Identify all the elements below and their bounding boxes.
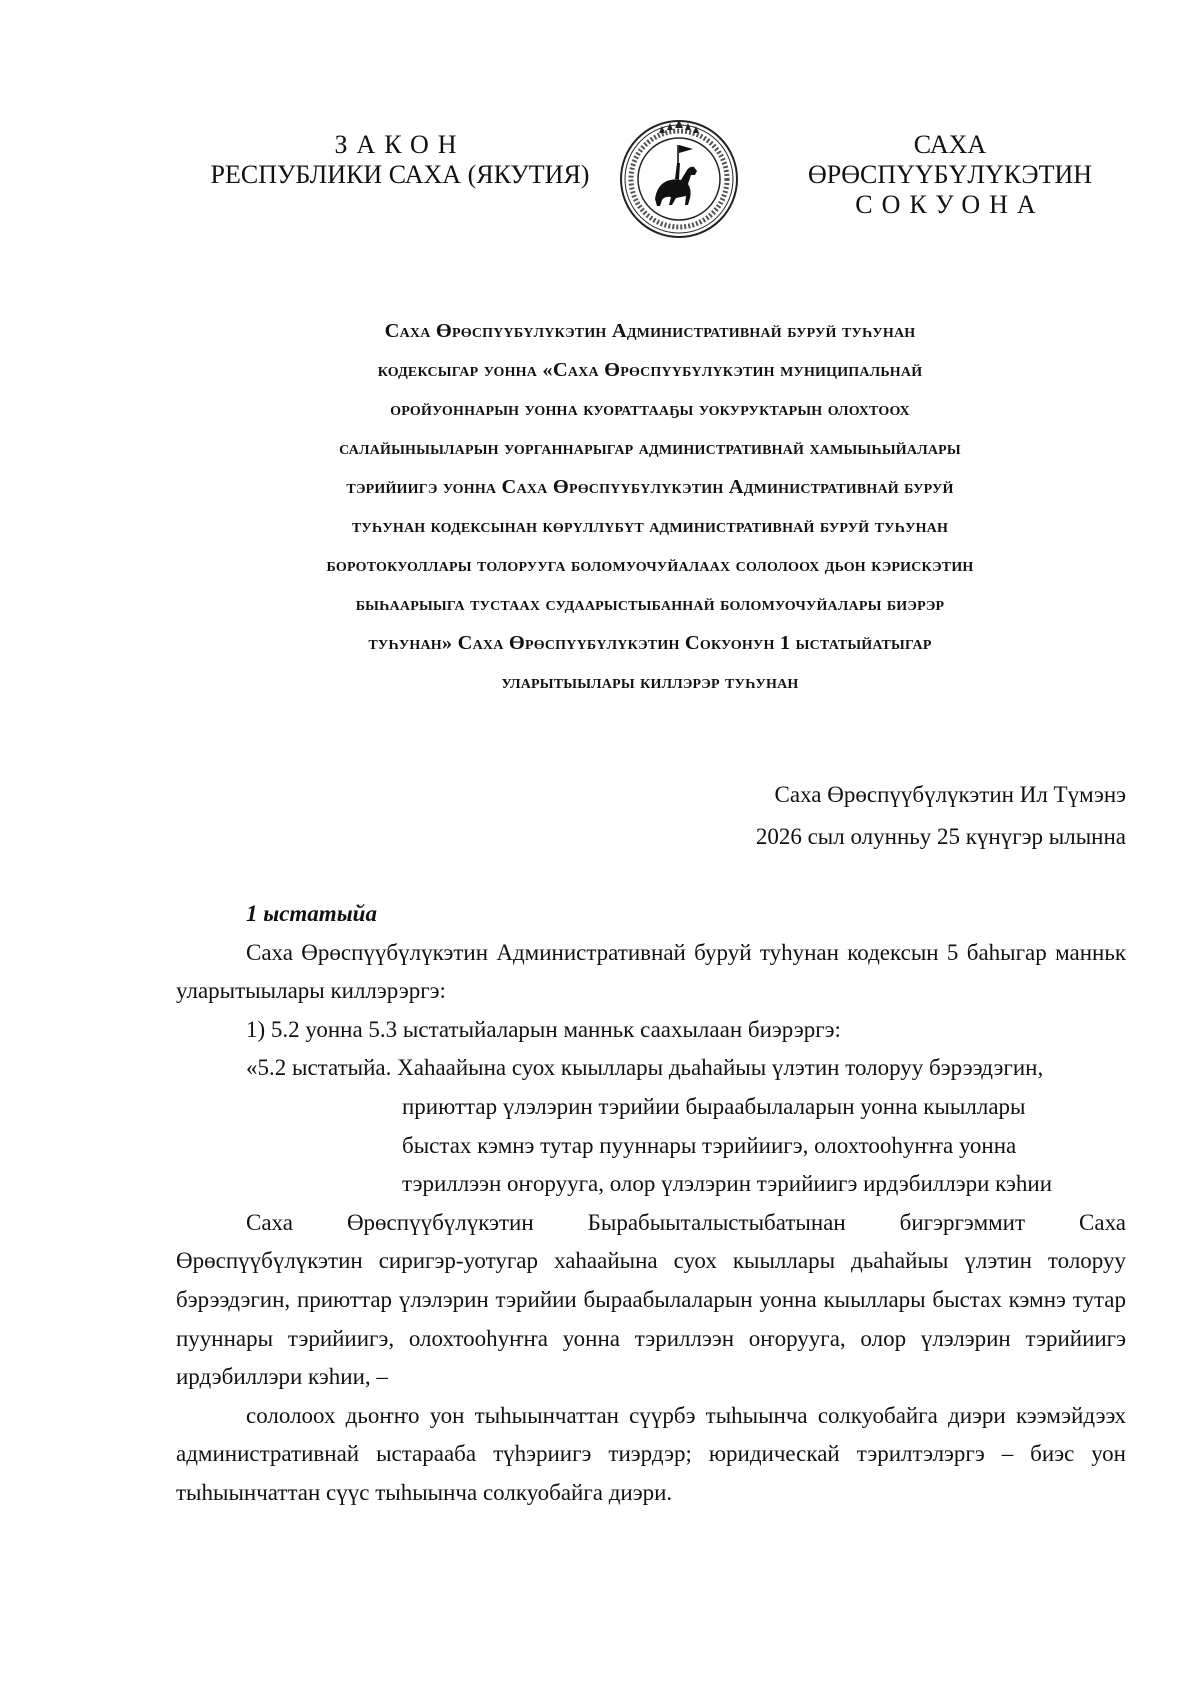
title-line: салайыныыларын уорганнарыгар административнай хамыыһыйалары: [339, 437, 961, 459]
header-left-line1: ЗАКОН: [334, 130, 466, 159]
sub-article-title-line: приюттар үлэлэрин тэрийии быраабылаларын уонна кыыллары: [402, 1093, 1026, 1119]
article-intro: Саха Өрөспүүбүлүкэтин Административнай буруй туһунан кодексын 5 баһыгар манньк уларытыылары киллэрэргэ:: [176, 939, 1126, 1004]
paragraph-2: сололоох дьоҥҥо уон тыһыынчаттан сүүрбэ тыһыынча солкуобайга диэри кээмэйдээх административнай ыстарааба түһэриигэ тиэрдэр; юридическай тэрилтэлэргэ – биэс уон тыһыынчаттан сүүс тыһыынча солкуобайга диэри.: [176, 1402, 1126, 1505]
header-left-line2: РЕСПУБЛИКИ САХА (ЯКУТИЯ): [210, 160, 590, 189]
sub-article-title: «5.2 ыстатыйа. Хаһаайына суох кыыллары дьаһайыы үлэтин толоруу бэрээдэгин,: [246, 1055, 1044, 1081]
article-item-1: 1) 5.2 уонна 5.3 ыстатыйаларын манньк саахылаан биэрэргэ:: [246, 1016, 841, 1042]
law-title: [170, 312, 1130, 702]
title-line: Саха Өрөспүүбүлүкэтин Административнай буруй туһунан: [384, 320, 916, 342]
adoption-body: Саха Өрөспүүбүлүкэтин Ил Түмэнэ: [774, 782, 1126, 807]
paragraph-1-first-line: Саха Өрөспүүбүлүкэтин Бырабыыталыстыбатынан бигэргэммит Саха: [246, 1209, 1126, 1235]
article-heading: 1 ыстатыйа: [246, 901, 377, 926]
article-body: [176, 895, 1126, 1513]
header-right-line1: САХА ӨРӨСПҮҮБҮЛҮКЭТИН: [807, 130, 1093, 189]
header-left: [210, 130, 590, 190]
paragraph-1-rest: Өрөспүүбүлүкэтин сиригэр-уотугар хаһаайына суох кыыллары дьаһайыы үлэтин толоруу бэрээдэгин, приюттар үлэлэрин тэрийии быраабылаларын уонна кыыллары быстах кэмнэ тутар пууннары тэрийиигэ, олохтооһуҥҥа уонна тэриллээн оҥорууга, олор үлэлэрин тэрийиигэ ирдэбиллэри кэһии, –: [176, 1248, 1126, 1390]
title-line: туһунан кодексынан көрүллүбүт административнай буруй туһунан: [351, 515, 949, 537]
sub-article-title-line: быстах кэмнэ тутар пууннары тэрийиигэ, олохтооһуҥҥа уонна: [402, 1132, 1017, 1158]
title-line: кодексыгар уонна «Саха Өрөспүүбүлүкэтин муниципальнай: [377, 359, 923, 381]
title-line: уларытыылары киллэрэр туһунан: [501, 671, 799, 693]
title-line: туһунан» Саха Өрөспүүбүлүкэтин Сокуонун 1 ыстатыйатыгар: [368, 632, 932, 654]
adoption-date: 2026 сыл олунньу 25 күнүгэр ылынна: [755, 824, 1126, 849]
title-line: быһаарыыга тустаах судаарыстыбаннай боломуочуйалары биэрэр: [355, 593, 945, 615]
coat-of-arms-seal-icon: [617, 117, 741, 241]
title-line: тэрийиигэ уонна Саха Өрөспүүбүлүкэтин Административнай буруй: [346, 476, 954, 498]
title-line: боротокуоллары толорууга боломуочуйалаах сололоох дьон кэрискэтин: [326, 554, 974, 576]
header-right-line2: СОКУОНА: [855, 190, 1045, 219]
adoption-info: [600, 774, 1126, 858]
title-line: оройуоннарын уонна куораттааҕы уокуруктарын олохтоох: [390, 398, 910, 420]
header-right: [770, 130, 1130, 220]
sub-article-title-line: тэриллээн оҥорууга, олор үлэлэрин тэрийиигэ ирдэбиллэри кэһии: [402, 1171, 1052, 1197]
